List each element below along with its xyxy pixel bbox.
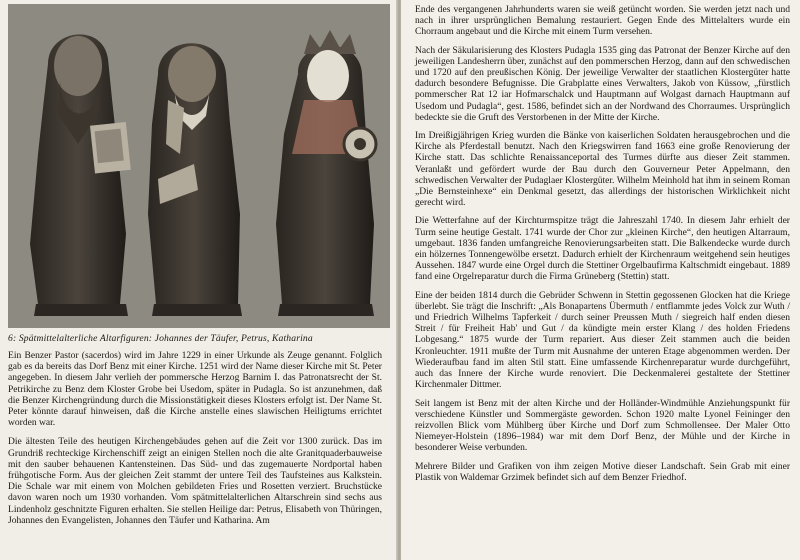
body-paragraph: Die Wetterfahne auf der Kirchturmspitze trägt die Jahreszahl 1740. In diesem Jahr erhielt der Turm seine heutige Gestalt. 1741 wurde der Chor zur „kleinen Kirche“, den heutigen Altarraum, umgebaut. 1836 fanden umfangreiche Renovierungsarbeiten statt. Die Balkendecke wurde durch ein hölzernes Tonnengewölbe ersetzt. Dadurch erhielt der Kirchenraum weitgehend sein heutiges Aussehen. 1847 wurde eine Orgel durch die Stettiner Orgelbaufirma Kaltschmidt eingebaut. 1889 fand eine Orgelreparatur durch die Firma Grüneberg (Stettin) statt. (415, 215, 790, 283)
altar-figures-illustration (8, 4, 390, 328)
body-paragraph: Die ältesten Teile des heutigen Kirchengebäudes gehen auf die Zeit vor 1300 zurück. Das im Grundriß rechteckige Kirchenschiff zeigt an einigen Stellen noch die alte Granitquaderbauweise mit den sauber behauenen Kantensteinen. Das Süd- und das zugemauerte Nordportal haben frühgotische Form. Aus der gleichen Zeit stammt der untere Teil des Taufsteines aus Kalkstein. Die Schale war mit einem von Molchen gebildeten Fries und Rosetten verziert. Bruchstücke davon waren noch um 1930 vorhanden. Vom spätmittelalterlichen Altarschrein sind sechs aus Lindenholz geschnitzte Figuren erhalten. Sie stellen Heilige dar: Petrus, Elisabeth von Thüringen, Johannes den Evangelisten, Johannes den Täufer und Katharina. Am (8, 436, 382, 526)
body-paragraph: Nach der Säkularisierung des Klosters Pudagla 1535 ging das Patronat der Benzer Kirche auf den jeweiligen Landesherrn über, zunächst auf den pommerschen Herzog, dann auf den schwedischen und 1720 auf den preußischen König. Der jeweilige Verwalter der staatlichen Klostergüter hatte dadurch besondere Befugnisse. Die Grabplatte eines Verwalters, Jakob von Küssow, „fürstlich pommerscher Rat 12 iar Hofmarschalck und Hauptmann auf Wolgast darnach Hauptmann auf Usedom und Pudagla“, gest. 1586, befindet sich an der Nordwand des Chorraumes. Ursprünglich bedeckte sie die Gruft des Verstorbenen in der Mitte der Kirche. (415, 44, 790, 123)
body-paragraph: Ende des vergangenen Jahrhunderts waren sie weiß getüncht worden. Sie werden jetzt nach und nach in ihrer ursprünglichen Bemalung restauriert. Gegen Ende des Mittelalters wurde ein Chorraum angebaut und die Kirche mit einem Turm versehen. (415, 4, 790, 38)
body-paragraph: Ein Benzer Pastor (sacerdos) wird im Jahre 1229 in einer Urkunde als Zeuge genannt. Folglich gab es da bereits das Dorf Benz mit einer Kirche. 1251 wird der Name dieser Kirche mit St. Peter angegeben. In diesem Jahr verlieh der pommersche Herzog Barnim I. das Patronatsrecht der St. Petrikirche zu Benz dem Kloster Grobe bei Usedom, später in Pudagla. So ist anzunehmen, daß die Benzer Kirchengründung durch die Missionstätigkeit dieses Klosters erfolgt ist. Der Name St. Peter könnte darauf hinweisen, daß die Kirche anstelle eines slawischen Heiligtums errichtet worden war. (8, 350, 382, 429)
right-page (401, 0, 800, 560)
body-paragraph: Eine der beiden 1814 durch die Gebrüder Schwenn in Stettin gegossenen Glocken hat die Kriege überlebt. Sie trägt die Inschrift: „Als Bonapartens Übermuth / entflammte jedes Volck zur Wuth / und Friedrich Wilhelms Tapferkeit / durch seiner Preussen Muth / siegreich half enden diesen Streit / für Freiheit Hab' und Gut / da kündigte mein erster Klang / des holden Friedens Lobgesang.“ 1875 wurde der Turm repariert. Aus dieser Zeit stammen auch die beiden Kronleuchter. 1911 mußte der Turm mit Ausnahme der unteren Etage abgenommen werden. Der Wiederaufbau fand im alten Stil statt. Eine umfassende Kirchenreparatur wurde durchgeführt, auch das Innere der Kirche wurde renoviert. Die Deckenmalerei gestaltete der Stettiner Kirchenmaler Dittmer. (415, 289, 790, 391)
photo-caption: 6: Spätmittelalterliche Altarfiguren: Johannes der Täufer, Petrus, Katharina (8, 333, 313, 344)
body-paragraph: Im Dreißigjährigen Krieg wurden die Bänke von kaiserlichen Soldaten herausgebrochen und die Kirche als Pferdestall benutzt. Nach den Kriegswirren fand 1663 eine große Renovierung der Kirche statt. Das schlichte Renaissanceportal des Turmes dürfte aus dieser Zeit stammen. Veranlaßt und gefördert wurde der Bau durch den Gouverneur Peter Appelmann, den schwedischen Verwalter der Pudaglaer Klostergüter. Wilhelm Meinhold hat ihm in seinem Roman „Die Bernsteinhexe“ ein Denkmal gesetzt, das allerdings der historischen Wirklichkeit nicht gerecht wird. (415, 130, 790, 209)
body-paragraph: Seit langem ist Benz mit der alten Kirche und der Holländer-Windmühle Anziehungspunkt für verschiedene Künstler und Sommergäste geworden. Schon 1920 malte Lyonel Feininger den reizvollen Blick vom Mühlberg über Kirche und Dorf zum Schmollensee. Der Maler Otto Niemeyer-Holstein (1896–1984) war mit dem Dorf Benz, der Mühle und der Kirche in besonderer Weise verbunden. (415, 397, 790, 454)
left-page (0, 0, 398, 560)
body-paragraph: Mehrere Bilder und Grafiken von ihm zeigen Motive dieser Landschaft. Sein Grab mit einer Plastik von Waldemar Grzimek befindet sich auf dem Benzer Friedhof. (415, 460, 790, 483)
altar-figures-photo (8, 4, 390, 328)
